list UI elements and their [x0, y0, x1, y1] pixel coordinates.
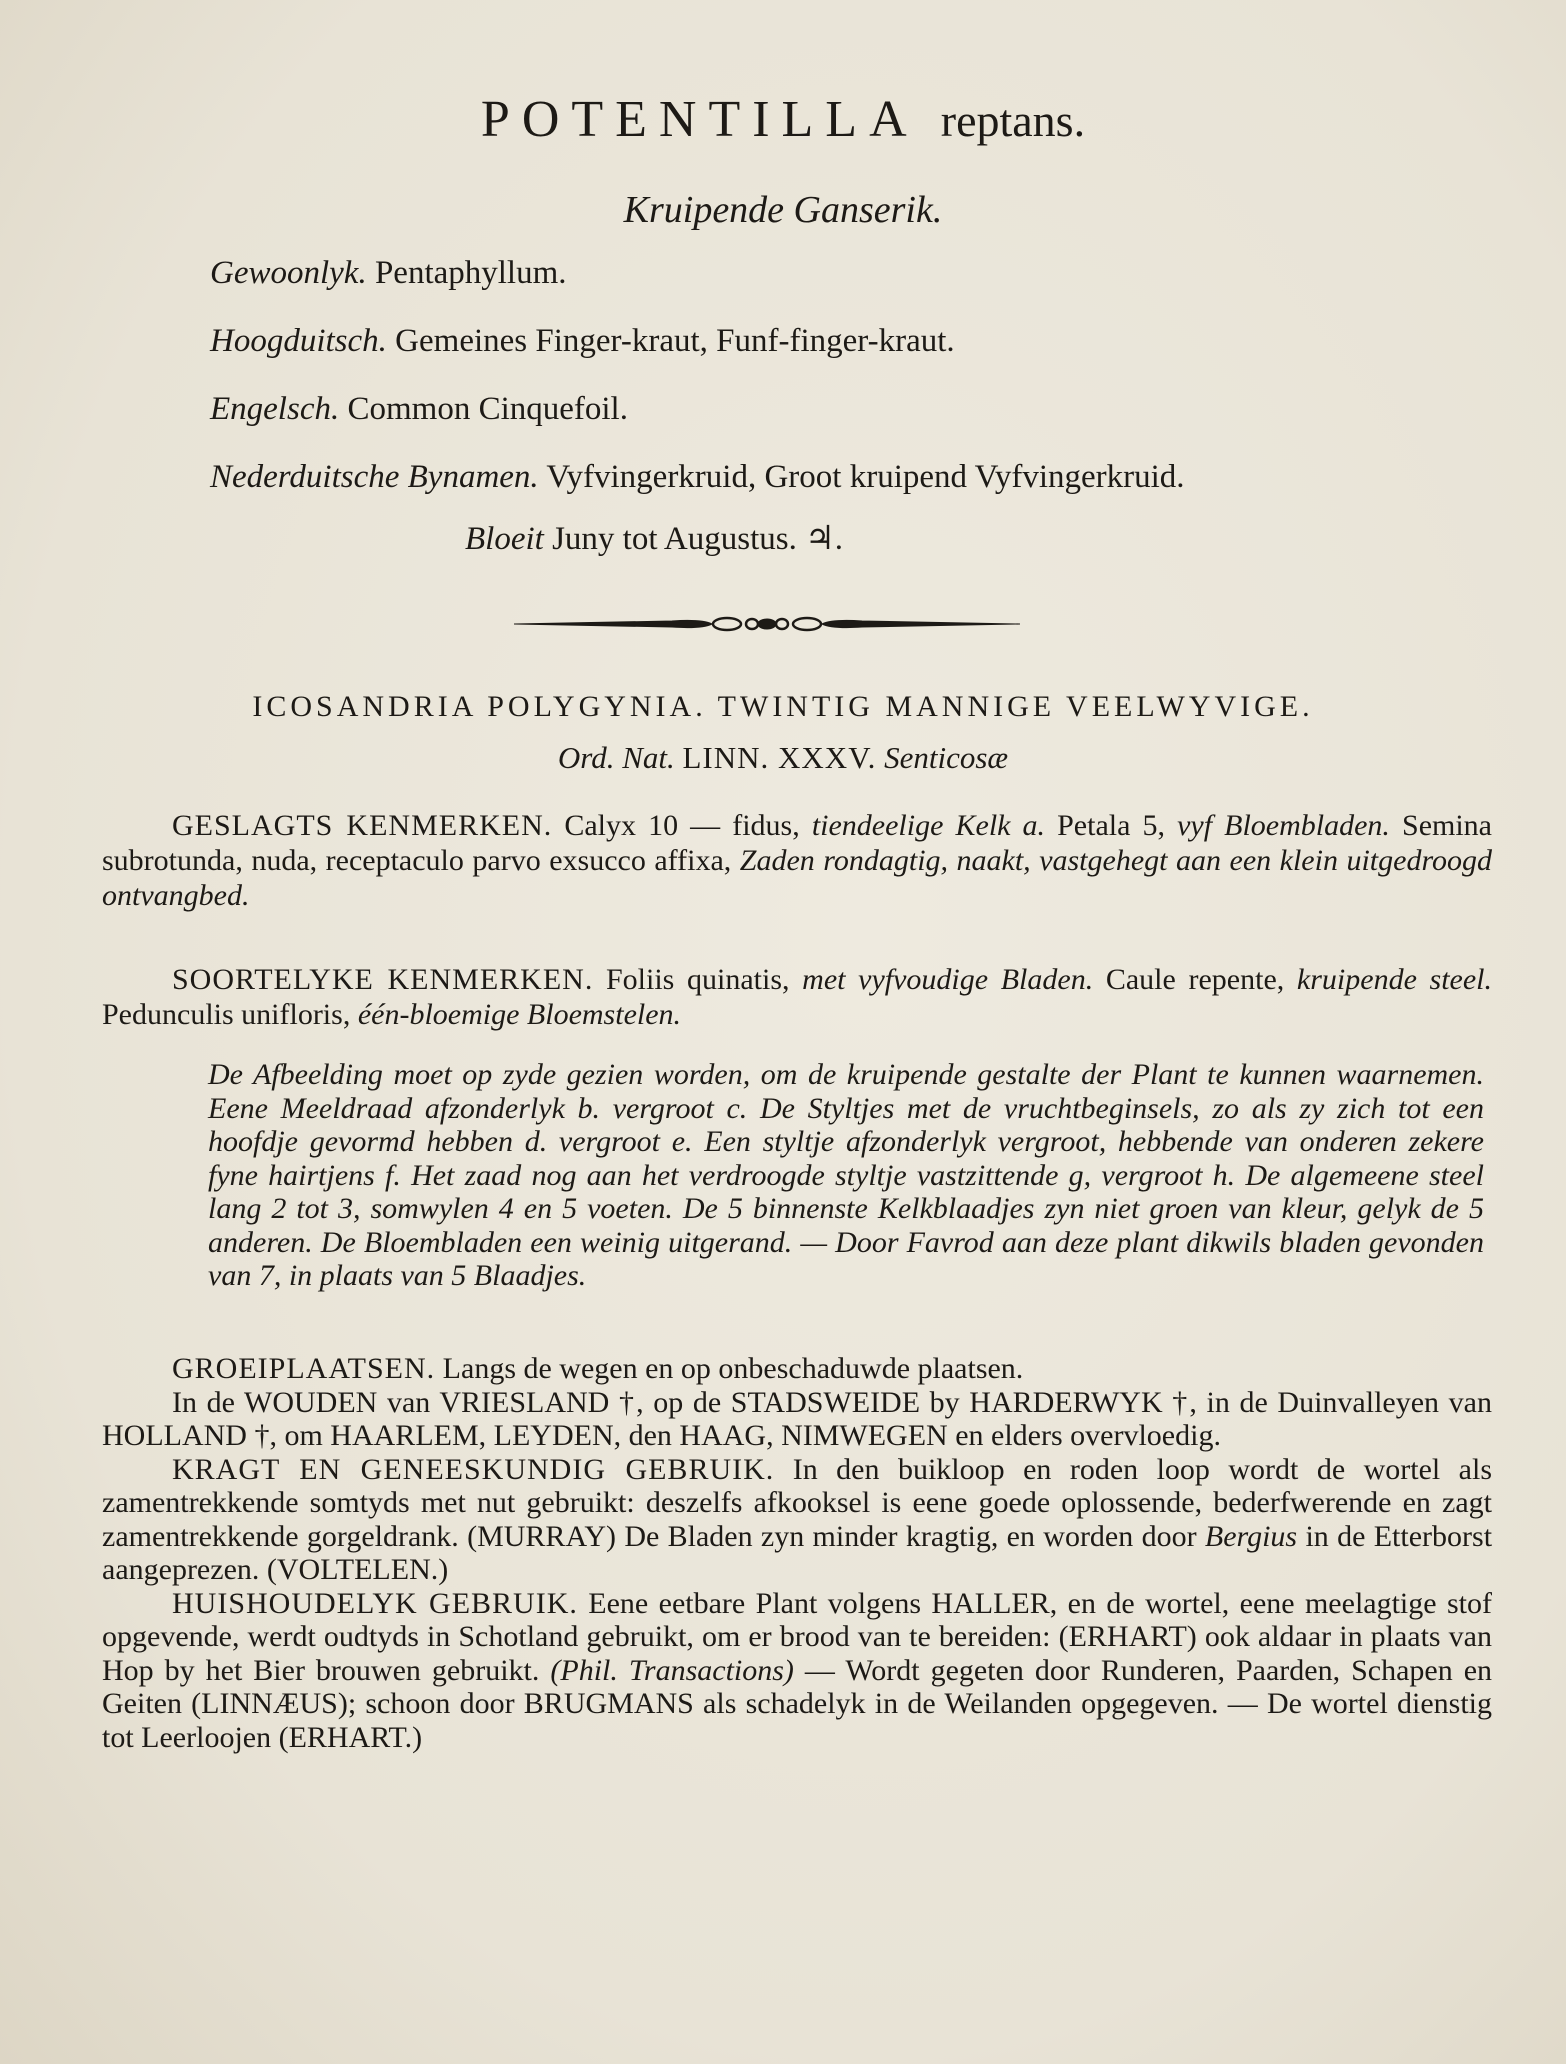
figure-description: De Afbeelding moet op zyde gezien worden, om de kruipende gestalte der Plant te kunnen waarnemen. Eene Meeldraad afzonderlyk b. vergroot c. De Styltjes met de vruchtbeginsels, zo als zy zich tot een hoofdje gevormd hebben d. vergroot e. Een styltje afzonderlyk vergroot, hebbende van onderen zekere fyne hairtjens f. Het zaad nog aan het verdroogde styltje vastzittende g, vergroot h. De algemeene steel lang 2 tot 3, somwylen 4 en 5 voeten. De 5 binnenste Kelkblaadjes zyn niet groen van kleur, gelyk de 5 anderen. De Bloembladen een weinig uitgerand. — Door Favrod aan deze plant dikwils bladen gevonden van 7, in plaats van 5 Blaadjes.	[208, 1058, 1484, 1292]
bloom-label: Bloeit	[465, 521, 544, 557]
dutch-text: vyf Bloembladen.	[1177, 809, 1390, 842]
linnaean-class: ICOSANDRIA POLYGYNIA. TWINTIG MANNIGE VEELWYVIGE.	[252, 690, 1314, 723]
order-prefix: Ord. Nat.	[557, 740, 675, 775]
genus-characters	[102, 808, 1492, 913]
dutch-name: Kruipende Ganserik.	[623, 189, 943, 231]
species-epithet: reptans.	[940, 95, 1086, 146]
latin-text: Petala 5,	[1057, 809, 1166, 842]
bloom-period	[465, 518, 843, 558]
habitat-paragraph	[102, 1352, 1492, 1386]
name-value: Common Cinquefoil.	[347, 391, 628, 427]
household-text: Eene eetbare Plant volgens HALLER, en de wortel, eene meelagtige stof opgevende, werdt oudtyds in Schotland gebruikt, om er brood van te bereiden: (ERHART) ook aldaar in plaats van Hop by het Bier brouwen gebruikt.	[102, 1586, 1492, 1687]
genus-name: POTENTILLA	[480, 91, 916, 148]
vernacular-names	[210, 248, 1410, 520]
bloom-value: Juny tot Augustus.	[552, 521, 797, 557]
section-heading: GESLAGTS KENMERKEN.	[172, 809, 553, 842]
name-label: Hoogduitsch.	[210, 323, 387, 359]
perennial-symbol: ♃.	[805, 521, 843, 557]
name-value: Pentaphyllum.	[374, 255, 567, 291]
dutch-text: met vyfvoudige Bladen.	[802, 963, 1094, 996]
habitat-text: Langs de wegen en op onbeschaduwde plaatsen.	[442, 1352, 1024, 1385]
section-heading: GROEIPLAATSEN.	[172, 1352, 436, 1385]
latin-text: Pedunculis unifloris,	[102, 998, 351, 1031]
latin-text: Caule repente,	[1105, 963, 1285, 996]
household-paragraph	[102, 1587, 1492, 1755]
name-label: Engelsch.	[210, 391, 340, 427]
medicinal-paragraph	[102, 1453, 1492, 1587]
section-heading: HUISHOUDELYK GEBRUIK.	[172, 1586, 578, 1620]
section-heading: SOORTELYKE KENMERKEN.	[172, 963, 594, 996]
name-label: Nederduitsche Bynamen.	[210, 459, 539, 495]
author-name: Bergius	[1204, 1519, 1298, 1553]
habitat-detail: In de WOUDEN van VRIESLAND †, op de STADSWEIDE by HARDERWYK †, in de Duinvalleyen van HOLLAND †, om HAARLEM, LEYDEN, den HAAG, NIMWEGEN en elders overvloedig.	[102, 1385, 1492, 1452]
latin-text: Semina subrotunda, nuda, receptaculo parvo exsucco affixa,	[102, 809, 1493, 877]
name-row	[210, 384, 1410, 452]
reference: (Phil. Transactions)	[550, 1653, 794, 1687]
page-title	[0, 90, 1566, 149]
order-linn: LINN. XXXV.	[682, 740, 877, 775]
natural-order	[0, 740, 1566, 776]
section-heading: KRAGT EN GENEESKUNDIG GEBRUIK.	[172, 1452, 775, 1486]
dutch-text: tiendeelige Kelk a.	[811, 809, 1046, 842]
order-name: Senticosæ	[884, 740, 1009, 775]
uses-section	[102, 1352, 1492, 1754]
dutch-text: kruipende steel.	[1296, 963, 1493, 996]
name-row	[210, 452, 1410, 520]
latin-text: Calyx 10 — fidus,	[564, 809, 800, 842]
latin-text: Foliis quinatis,	[605, 963, 790, 996]
name-label: Gewoonlyk.	[210, 255, 367, 291]
household-text: — Wordt gegeten door Runderen, Paarden, Schapen en Geiten (LINNÆUS); schoon door BRUGMANS als schadelyk in de Weilanden opgegeven. — De wortel dienstig tot Leerloojen (ERHART.)	[102, 1653, 1493, 1754]
name-row	[210, 316, 1410, 384]
name-row	[210, 248, 1410, 316]
dutch-text: Zaden rondagtig, naakt, vastgehegt aan een klein uitgedroogd ontvangbed.	[102, 844, 1493, 912]
name-value: Vyfvingerkruid, Groot kruipend Vyfvingerkruid.	[546, 459, 1185, 495]
ornamental-rule-divider	[512, 604, 1022, 644]
dutch-text: één-bloemige Bloemstelen.	[357, 998, 682, 1031]
medicinal-text: In den buikloop en roden loop wordt de wortel als zamentrekkende somtyds met nut gebruikt: deszelfs afkooksel is eene goede oplossende, bederfwerende en zagt zamentrekkende gorgeldrank. (MURRAY) De Bladen zyn minder kragtig, en worden door	[102, 1452, 1493, 1553]
species-characters	[102, 962, 1492, 1032]
medicinal-text: in de Etterborst aangeprezen. (VOLTELEN.)	[102, 1519, 1493, 1586]
name-value: Gemeines Finger-kraut, Funf-finger-kraut.	[395, 323, 955, 359]
